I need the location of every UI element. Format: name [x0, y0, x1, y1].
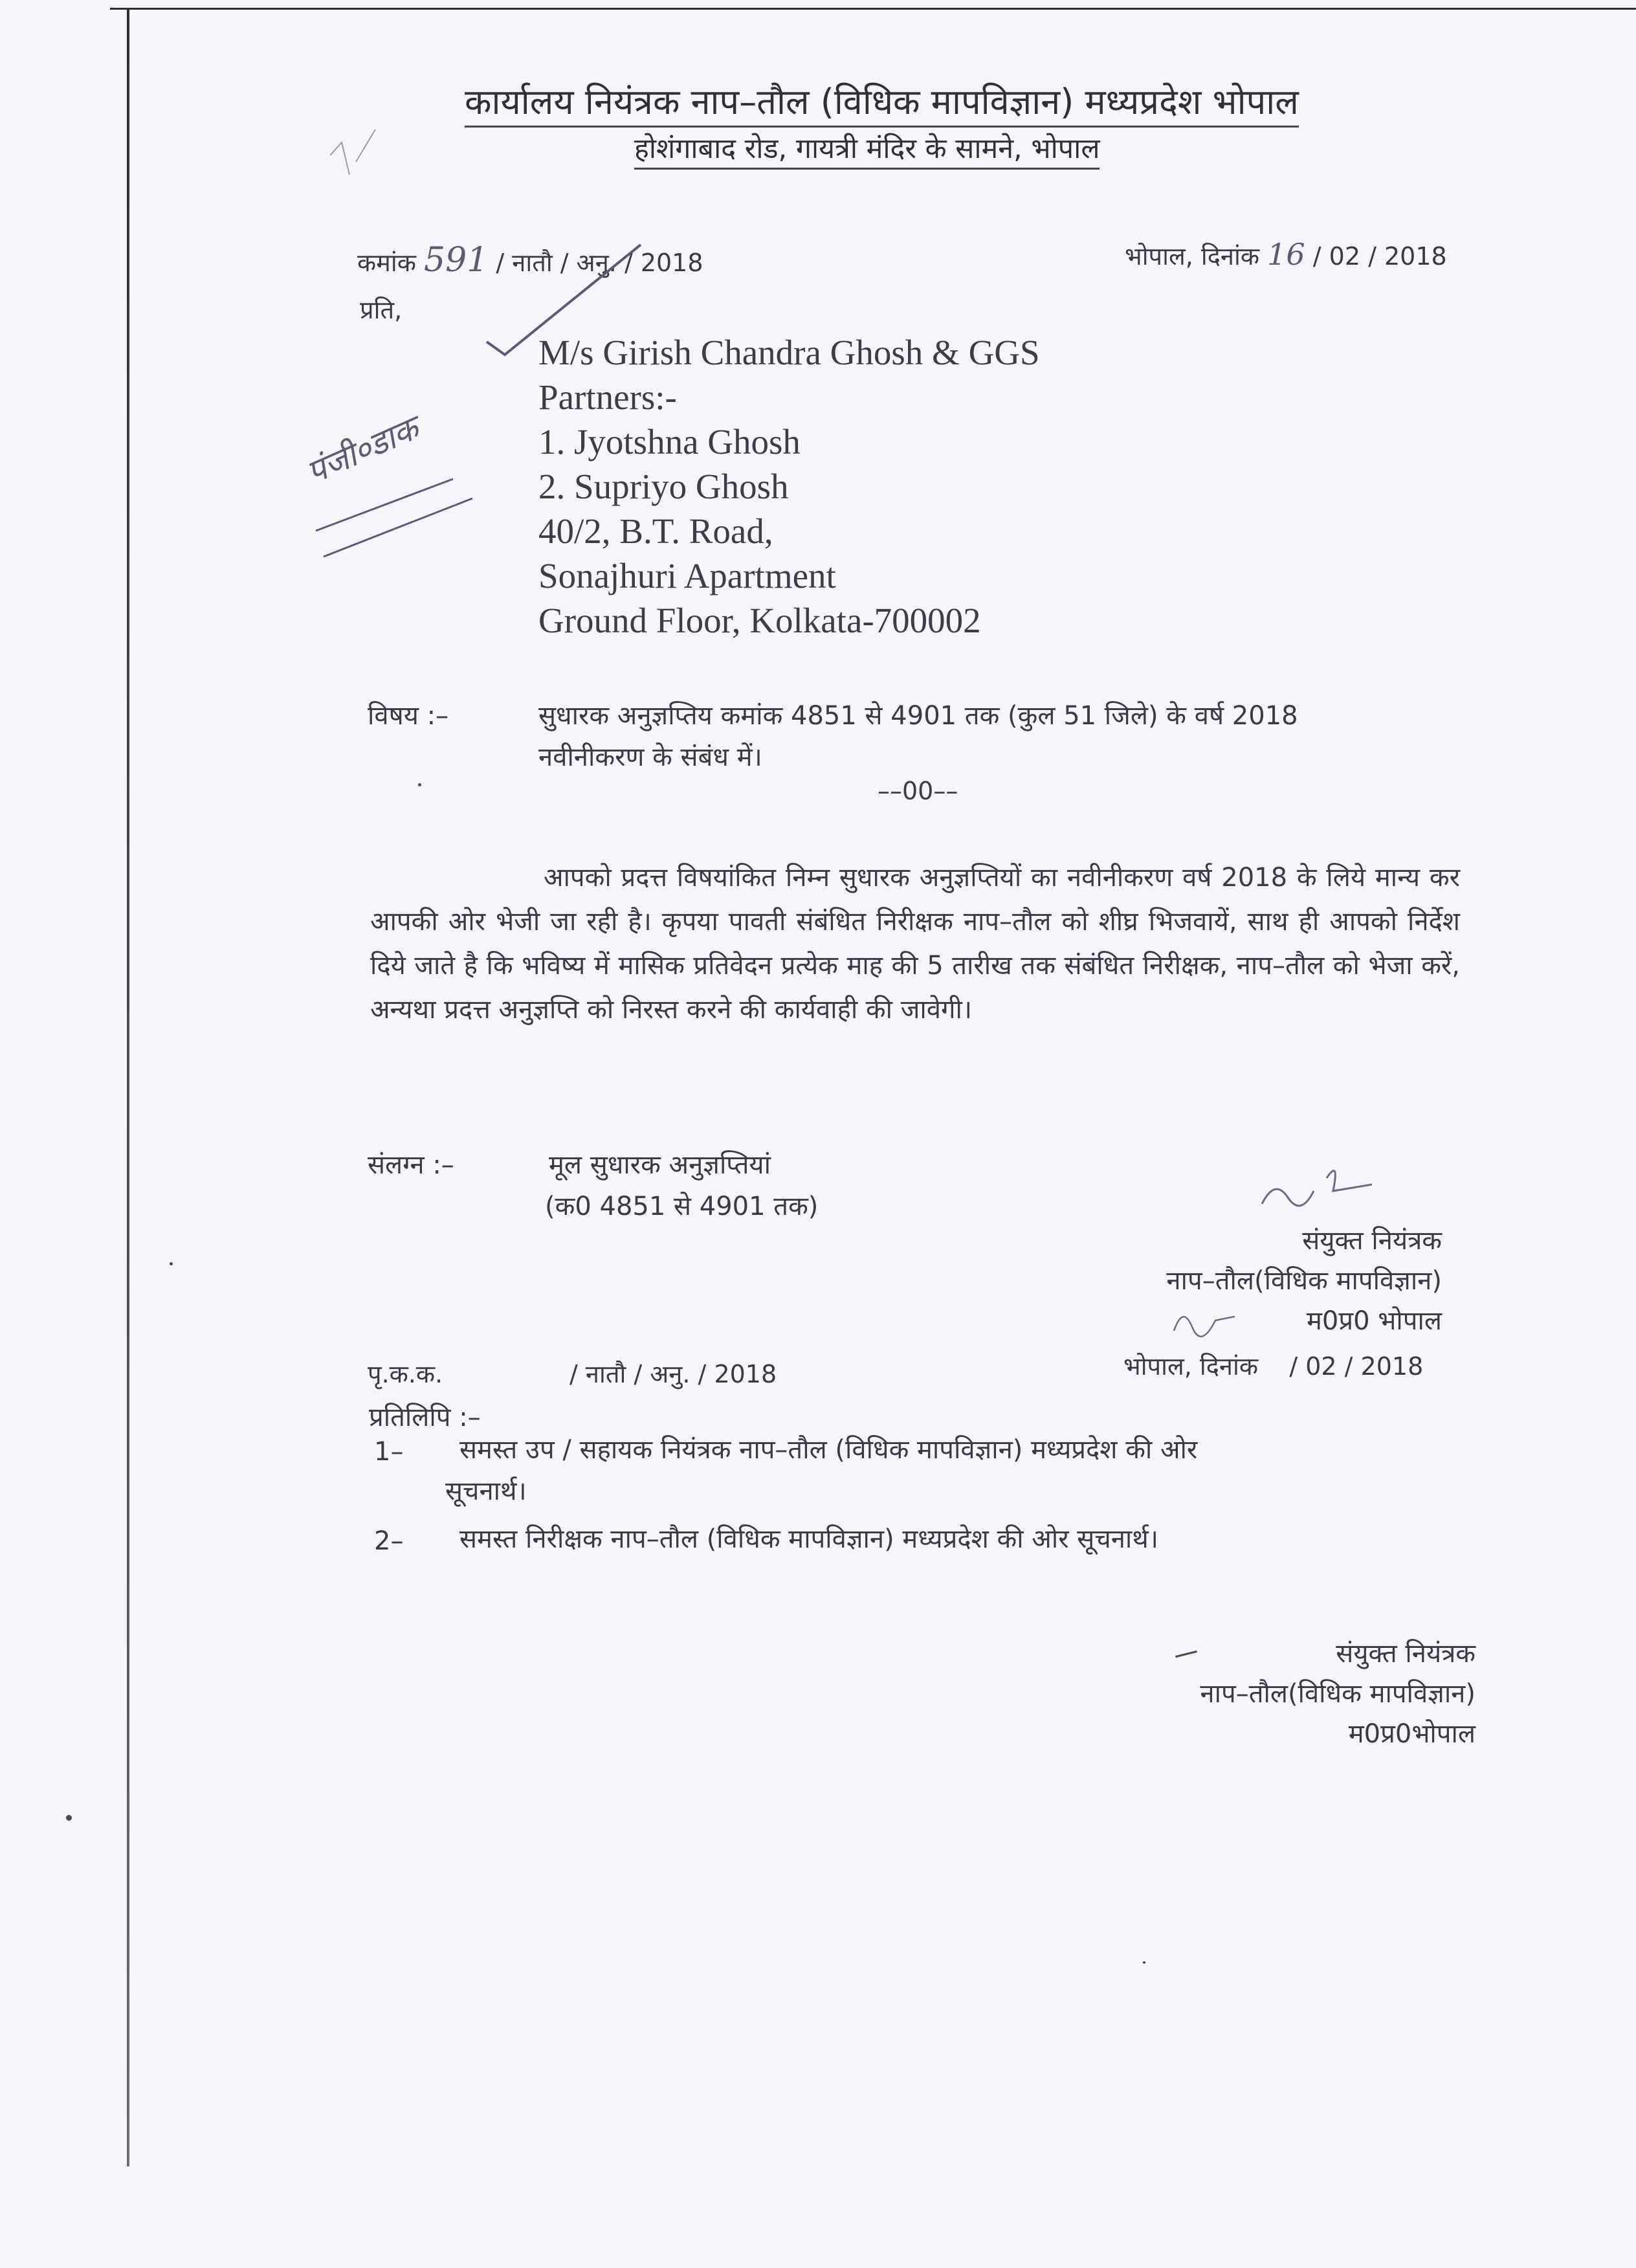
scan-edge-top — [110, 8, 1636, 10]
initials-scribble — [1170, 1301, 1241, 1340]
recipient-city: Ground Floor, Kolkata-700002 — [538, 601, 981, 640]
endorsement-ref: पृ.क.क. — [368, 1360, 443, 1388]
subject-line-2: नवीनीकरण के संबंध में। — [538, 742, 762, 772]
signature-block-2 — [1200, 1634, 1476, 1754]
copy-item-2-line-1: समस्त निरीक्षक नाप–तौल (विधिक मापविज्ञान) मध्यप्रदेश की ओर सूचनार्थ। — [459, 1524, 1159, 1554]
scan-speck — [66, 1815, 72, 1821]
copy-item-2-number: 2– — [374, 1526, 404, 1556]
endorsement-ref-suffix: / नातौ / अनु. / 2018 — [569, 1360, 777, 1388]
enclosure-line-1: मूल सुधारक अनुज्ञप्तियां — [549, 1150, 771, 1180]
subject-line-1: सुधारक अनुज्ञप्तिय कमांक 4851 से 4901 तक (कुल 51 जिले) के वर्ष 2018 — [538, 701, 1298, 731]
scan-speck — [170, 1262, 173, 1265]
recipient-partner-2: 2. Supriyo Ghosh — [538, 467, 789, 506]
signature-scribble — [1255, 1152, 1385, 1223]
date-month-year: / 02 / 2018 — [1312, 242, 1447, 271]
place-date-label: भोपाल, दिनांक — [1125, 242, 1260, 271]
office-address: होशंगाबाद रोड, गायत्री मंदिर के सामने, भोपाल — [634, 128, 1100, 170]
signature-2-department: नाप–तौल(विधिक मापविज्ञान) — [1200, 1679, 1476, 1709]
recipient-partners-label: Partners:- — [538, 377, 677, 417]
signature-2-designation: संयुक्त नियंत्रक — [1336, 1639, 1476, 1669]
recipient-partner-1: 1. Jyotshna Ghosh — [538, 422, 801, 461]
signature-1-location: म0प्र0 भोपाल — [1307, 1306, 1442, 1336]
body-paragraph: आपको प्रदत्त विषयांकित निम्न सुधारक अनुज्ञप्तियों का नवीनीकरण वर्ष 2018 के लिये मान्य कर आपकी ओर भेजी जा रही है। कृपया पावती संबंधित निरीक्षक नाप–तौल को शीघ्र भिजवायें, साथ ही आपको निर्देश दिये जाते है कि भविष्य में मासिक प्रतिवेदन प्रत्येक माह की 5 तारीख तक संबंधित निरीक्षक, नाप–तौल को भेजा करें, अन्यथा प्रदत्त अनुज्ञप्ति को निरस्त करने की कार्यवाही की जावेगी। — [370, 863, 1460, 1025]
signature-tick — [1175, 1651, 1197, 1658]
signature-2-location: म0प्र0भोपाल — [1348, 1719, 1476, 1749]
endorsement-place-date: भोपाल, दिनांक / 02 / 2018 — [1123, 1352, 1424, 1381]
subject-separator: ––00–– — [878, 777, 958, 805]
subject-label: विषय :– — [368, 701, 449, 731]
pen-scribble-mark — [311, 117, 401, 194]
place-date-line — [1125, 237, 1447, 272]
reference-suffix: / नातौ / अनु. / 2018 — [496, 249, 703, 277]
date-day: 16 — [1267, 237, 1305, 272]
enclosure-label: संलग्न :– — [368, 1150, 454, 1180]
scan-speck — [418, 783, 421, 786]
scan-edge-left — [127, 8, 129, 2166]
enclosure-line-2: (क0 4851 से 4901 तक) — [545, 1192, 819, 1221]
handwritten-underline — [311, 453, 479, 563]
recipient-building: Sonajhuri Apartment — [538, 556, 836, 595]
scan-speck — [1143, 1961, 1145, 1964]
recipient-street: 40/2, B.T. Road, — [538, 511, 773, 551]
office-title: कार्यालय नियंत्रक नाप–तौल (विधिक मापविज्ञान) मध्यप्रदेश भोपाल — [465, 76, 1299, 128]
recipient-address — [538, 330, 1040, 643]
copy-label: प्रतिलिपि :– — [369, 1403, 481, 1432]
reference-label: कमांक — [357, 249, 416, 277]
reference-number: 591 — [424, 241, 489, 280]
signature-1-department: नाप–तौल(विधिक मापविज्ञान) — [1166, 1266, 1442, 1296]
signature-1-designation: संयुक्त नियंत्रक — [1302, 1226, 1442, 1256]
copy-item-1-number: 1– — [374, 1437, 404, 1467]
handwritten-registered-post-note: पंजी०डाक — [300, 409, 425, 492]
copy-item-1-line-2: सूचनार्थ। — [445, 1476, 527, 1506]
to-label: प्रति, — [360, 296, 403, 324]
copy-item-1-line-1: समस्त उप / सहायक नियंत्रक नाप–तौल (विधिक मापविज्ञान) मध्यप्रदेश की ओर — [459, 1435, 1198, 1465]
recipient-firm: M/s Girish Chandra Ghosh & GGS — [538, 333, 1040, 372]
